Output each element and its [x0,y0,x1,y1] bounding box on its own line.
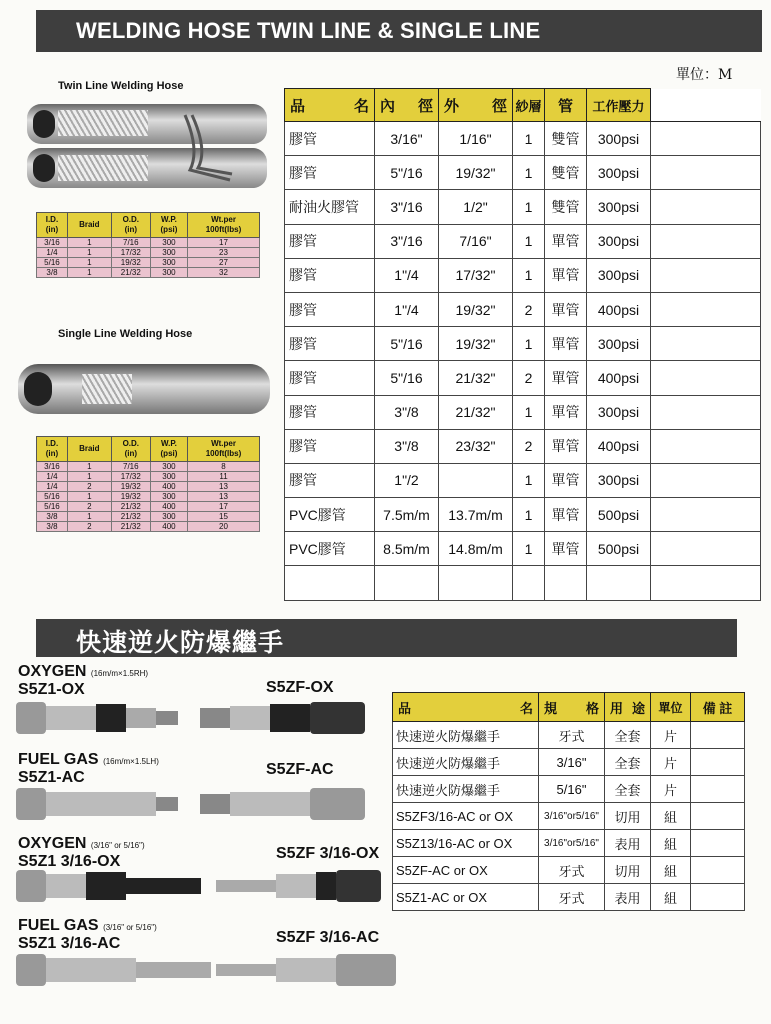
oxygen-s5z1-ox-label: OXYGEN (16m/m×1.5RH) S5Z1-OX [18,663,149,698]
blank-cell [651,566,761,600]
outer-dia-cell: 19/32" [439,327,513,361]
outer-dia-cell: 17/32" [439,258,513,292]
col-outer-dia: 外 徑 [439,89,513,122]
product-name-cell: 膠管 [285,327,375,361]
s5zf-316-ox-fitting-image [216,866,386,906]
tube-cell: 雙管 [545,190,587,224]
spec-cell: 21/32 [111,522,150,532]
s5zf-ac-fitting-image [200,784,370,824]
table-row [285,190,761,224]
tube-cell: 單管 [545,292,587,326]
spec-cell: 23 [188,248,260,258]
col-tube: 管 [545,89,587,122]
s5z1-316-ox-fitting-image [16,866,206,906]
hose-product-table [284,88,761,601]
spec-cell: 3/8 [37,522,68,532]
spec-cell: 11 [188,472,260,482]
table-row [285,532,761,566]
product-name-cell: 膠管 [285,463,375,497]
col-name: 品 名 [285,89,375,122]
single-spec-body [37,462,260,532]
braid-cell: 2 [513,429,545,463]
spec-row [37,492,260,502]
product-name-cell: 膠管 [285,122,375,156]
outer-dia-cell [439,463,513,497]
table-row [285,122,761,156]
s5zf-ox-label: S5ZF-OX [266,679,334,696]
spec-row [37,472,260,482]
outer-dia-cell [439,566,513,600]
spec-cell: 17/32 [111,472,150,482]
table-row [393,776,745,803]
note-cell [691,749,745,776]
inner-dia-cell: 3"/16 [375,224,439,258]
blank-cell [651,327,761,361]
spec-cell: 1 [67,238,111,248]
spec-cell: 1 [67,492,111,502]
braid-cell: 1 [513,532,545,566]
inner-dia-cell: 5"/16 [375,327,439,361]
spec-cell: 27 [188,258,260,268]
s5zf-316-ac-fitting-image [216,950,406,990]
unit-cell: 組 [651,830,691,857]
col-note: 備 註 [691,693,745,722]
product-name-cell: 膠管 [285,258,375,292]
outer-dia-cell: 23/32" [439,429,513,463]
table-row [393,857,745,884]
inner-dia-cell: 3"/8 [375,395,439,429]
pressure-cell: 300psi [587,463,651,497]
table-row [285,429,761,463]
s5zf-ox-fitting-image [200,698,370,738]
spec-cell: 5/16" [539,776,605,803]
col-inner-dia: 內 徑 [375,89,439,122]
note-cell [691,803,745,830]
spec-cell: 1 [67,512,111,522]
product-name-cell [285,566,375,600]
oxygen-s5z1-316-ox-label: OXYGEN (3/16" or 5/16") S5Z1 3/16-OX [18,835,145,870]
table-row [285,361,761,395]
spec-header-cell: Wt.per 100ft(lbs) [188,213,260,238]
spec-cell: 1 [67,248,111,258]
spec-cell: 1/4 [37,482,68,492]
spec-cell: 400 [150,522,187,532]
braid-cell: 2 [513,292,545,326]
tube-cell: 單管 [545,463,587,497]
braid-cell: 1 [513,395,545,429]
note-cell [691,857,745,884]
table-row [285,463,761,497]
inner-dia-cell: 1"/4 [375,292,439,326]
s5zf-316-ox-label: S5ZF 3/16-OX [276,845,380,862]
spec-cell: 300 [150,248,187,258]
tube-cell: 單管 [545,224,587,258]
outer-dia-cell: 1/2" [439,190,513,224]
tube-cell: 單管 [545,258,587,292]
spec-cell: 2 [67,502,111,512]
col-blank [651,89,761,122]
pressure-cell: 300psi [587,395,651,429]
spec-cell: 3/16 [37,238,68,248]
braid-cell: 1 [513,498,545,532]
spec-header-cell: Braid [67,437,111,462]
use-cell: 全套 [605,749,651,776]
fuel-s5z1-316-ac-label: FUEL GAS (3/16" or 5/16") S5Z1 3/16-AC [18,917,157,952]
use-cell: 切用 [605,857,651,884]
table-row [393,749,745,776]
table-row [393,830,745,857]
blank-cell [651,122,761,156]
spec-cell: 19/32 [111,258,150,268]
pressure-cell: 300psi [587,224,651,258]
unit-cell: 組 [651,884,691,911]
tube-cell: 單管 [545,327,587,361]
braid-cell [513,566,545,600]
twin-spec-body [37,238,260,278]
blank-cell [651,463,761,497]
pressure-cell [587,566,651,600]
spec-cell: 15 [188,512,260,522]
spec-header-cell: W.P. (psi) [150,437,187,462]
braid-cell: 1 [513,463,545,497]
blank-cell [651,395,761,429]
section-banner-welding-hose [36,10,762,52]
spec-cell: 19/32 [111,492,150,502]
product-name-cell: S5Z13/16-AC or OX [393,830,539,857]
table-row [285,327,761,361]
s5z1-ac-fitting-image [16,784,186,824]
tube-cell: 單管 [545,498,587,532]
spec-cell: 300 [150,512,187,522]
product-name-cell: 快速逆火防爆繼手 [393,722,539,749]
product-name-cell: 膠管 [285,361,375,395]
product-name-cell: 膠管 [285,292,375,326]
col-pressure: 工作壓力 [587,89,651,122]
inner-dia-cell: 5"/16 [375,156,439,190]
table-row [285,156,761,190]
spec-cell: 400 [150,482,187,492]
outer-dia-cell: 21/32" [439,361,513,395]
product-name-cell: PVC膠管 [285,498,375,532]
spec-row [37,482,260,492]
hose-table-body [285,122,761,601]
single-spec-header [37,437,260,462]
spec-row [37,258,260,268]
spec-cell: 21/32 [111,502,150,512]
spec-cell: 3/16" [539,749,605,776]
outer-dia-cell: 19/32" [439,156,513,190]
fittings-title: 快速逆火防爆繼手 [76,629,285,657]
table-row [285,498,761,532]
spec-cell: 17 [188,502,260,512]
table-row [393,803,745,830]
outer-dia-cell: 13.7m/m [439,498,513,532]
blank-cell [651,498,761,532]
spec-cell: 2 [67,522,111,532]
spec-cell: 3/16"or5/16" [539,803,605,830]
spec-row [37,512,260,522]
table-row [285,292,761,326]
table-row [285,566,761,600]
product-name-cell: 快速逆火防爆繼手 [393,749,539,776]
spec-cell: 3/16"or5/16" [539,830,605,857]
note-cell [691,722,745,749]
spec-row [37,522,260,532]
pressure-cell: 300psi [587,156,651,190]
spec-row [37,268,260,278]
s5z1-316-ac-fitting-image [16,950,216,990]
blank-cell [651,190,761,224]
table-row [393,722,745,749]
spec-cell: 牙式 [539,857,605,884]
spec-row [37,462,260,472]
unit-cell: 片 [651,722,691,749]
inner-dia-cell: 7.5m/m [375,498,439,532]
tube-cell: 單管 [545,532,587,566]
col-spec: 規 格 [539,693,605,722]
col-braid: 紗層 [513,89,545,122]
note-cell [691,830,745,857]
spec-cell: 1 [67,258,111,268]
fittings-table-body [393,722,745,911]
unit-cell: 組 [651,857,691,884]
braid-cell: 1 [513,190,545,224]
col-use: 用 途 [605,693,651,722]
pressure-cell: 300psi [587,258,651,292]
spec-row [37,502,260,512]
spec-cell: 300 [150,268,187,278]
spec-header-cell: Wt.per 100ft(lbs) [188,437,260,462]
spec-cell: 5/16 [37,502,68,512]
s5zf-ac-label: S5ZF-AC [266,761,334,778]
section-title: WELDING HOSE TWIN LINE & SINGLE LINE [76,18,541,43]
fittings-product-table [392,692,745,911]
twin-spec-table [36,212,260,278]
pressure-cell: 500psi [587,532,651,566]
spec-cell: 17 [188,238,260,248]
product-name-cell: 耐油火膠管 [285,190,375,224]
twin-spec-header [37,213,260,238]
blank-cell [651,292,761,326]
blank-cell [651,258,761,292]
col-name: 品 名 [393,693,539,722]
spec-cell: 1/4 [37,248,68,258]
use-cell: 切用 [605,803,651,830]
hose-table-header [285,89,761,122]
s5zf-316-ac-label: S5ZF 3/16-AC [276,929,380,946]
outer-dia-cell: 7/16" [439,224,513,258]
pressure-cell: 400psi [587,361,651,395]
tube-cell: 單管 [545,429,587,463]
spec-cell: 20 [188,522,260,532]
tube-cell [545,566,587,600]
table-row [285,258,761,292]
spec-cell: 1/4 [37,472,68,482]
tube-cell: 單管 [545,361,587,395]
tube-cell: 雙管 [545,156,587,190]
inner-dia-cell: 3"/8 [375,429,439,463]
table-row [393,884,745,911]
outer-dia-cell: 14.8m/m [439,532,513,566]
inner-dia-cell: 1"/2 [375,463,439,497]
braid-cell: 2 [513,361,545,395]
blank-cell [651,224,761,258]
spec-cell: 3/8 [37,268,68,278]
pressure-cell: 400psi [587,429,651,463]
product-name-cell: 快速逆火防爆繼手 [393,776,539,803]
inner-dia-cell [375,566,439,600]
spec-row [37,238,260,248]
spec-cell: 17/32 [111,248,150,258]
product-name-cell: 膠管 [285,224,375,258]
fittings-table-header [393,693,745,722]
note-cell [691,776,745,803]
blank-cell [651,156,761,190]
braid-cell: 1 [513,327,545,361]
inner-dia-cell: 5"/16 [375,361,439,395]
section-banner-fittings [36,619,737,657]
spec-cell: 3/8 [37,512,68,522]
pressure-cell: 400psi [587,292,651,326]
blank-cell [651,532,761,566]
spec-cell: 牙式 [539,884,605,911]
spec-cell: 2 [67,482,111,492]
product-name-cell: S5ZF3/16-AC or OX [393,803,539,830]
pressure-cell: 300psi [587,190,651,224]
unit-label: 單位：M [676,67,733,83]
spec-cell: 7/16 [111,462,150,472]
spec-cell: 1 [67,462,111,472]
spec-cell: 19/32 [111,482,150,492]
use-cell: 全套 [605,722,651,749]
spec-cell: 300 [150,472,187,482]
unit-cell: 片 [651,749,691,776]
outer-dia-cell: 19/32" [439,292,513,326]
tube-cell: 單管 [545,395,587,429]
single-spec-table [36,436,260,532]
outer-dia-cell: 21/32" [439,395,513,429]
spec-cell: 400 [150,502,187,512]
unit-cell: 組 [651,803,691,830]
braid-cell: 1 [513,258,545,292]
s5z1-ox-fitting-image [16,698,186,738]
spec-cell: 5/16 [37,492,68,502]
inner-dia-cell: 8.5m/m [375,532,439,566]
blank-cell [651,361,761,395]
braid-cell: 1 [513,156,545,190]
spec-cell: 32 [188,268,260,278]
spec-cell: 300 [150,238,187,248]
pressure-cell: 300psi [587,122,651,156]
spec-cell: 1 [67,472,111,482]
spec-cell: 5/16 [37,258,68,268]
inner-dia-cell: 3"/16 [375,190,439,224]
outer-dia-cell: 1/16" [439,122,513,156]
spec-cell: 牙式 [539,722,605,749]
note-cell [691,884,745,911]
inner-dia-cell: 1"/4 [375,258,439,292]
pressure-cell: 300psi [587,327,651,361]
twin-line-caption: Twin Line Welding Hose [58,80,184,92]
spec-cell: 3/16 [37,462,68,472]
spec-cell: 21/32 [111,512,150,522]
blank-cell [651,429,761,463]
product-name-cell: 膠管 [285,395,375,429]
product-name-cell: PVC膠管 [285,532,375,566]
spec-cell: 8 [188,462,260,472]
fuel-s5z1-ac-label: FUEL GAS (16m/m×1.5LH) S5Z1-AC [18,751,159,786]
use-cell: 表用 [605,884,651,911]
spec-row [37,248,260,258]
unit-cell: 片 [651,776,691,803]
spec-cell: 7/16 [111,238,150,248]
spec-cell: 300 [150,258,187,268]
braid-cell: 1 [513,224,545,258]
tube-cell: 雙管 [545,122,587,156]
spec-cell: 300 [150,462,187,472]
spec-header-cell: O.D. (in) [111,213,150,238]
inner-dia-cell: 3/16" [375,122,439,156]
spec-cell: 13 [188,492,260,502]
col-unit: 單位 [651,693,691,722]
braid-cell: 1 [513,122,545,156]
spec-cell: 21/32 [111,268,150,278]
product-name-cell: S5Z1-AC or OX [393,884,539,911]
spec-cell: 13 [188,482,260,492]
spec-header-cell: W.P. (psi) [150,213,187,238]
product-name-cell: 膠管 [285,429,375,463]
use-cell: 全套 [605,776,651,803]
spec-header-cell: O.D. (in) [111,437,150,462]
table-row [285,224,761,258]
product-name-cell: S5ZF-AC or OX [393,857,539,884]
spec-header-cell: I.D. (in) [37,437,68,462]
spec-cell: 1 [67,268,111,278]
use-cell: 表用 [605,830,651,857]
product-name-cell: 膠管 [285,156,375,190]
pressure-cell: 500psi [587,498,651,532]
single-line-caption: Single Line Welding Hose [58,328,193,340]
spec-header-cell: Braid [67,213,111,238]
spec-cell: 300 [150,492,187,502]
spec-header-cell: I.D. (in) [37,213,68,238]
table-row [285,395,761,429]
